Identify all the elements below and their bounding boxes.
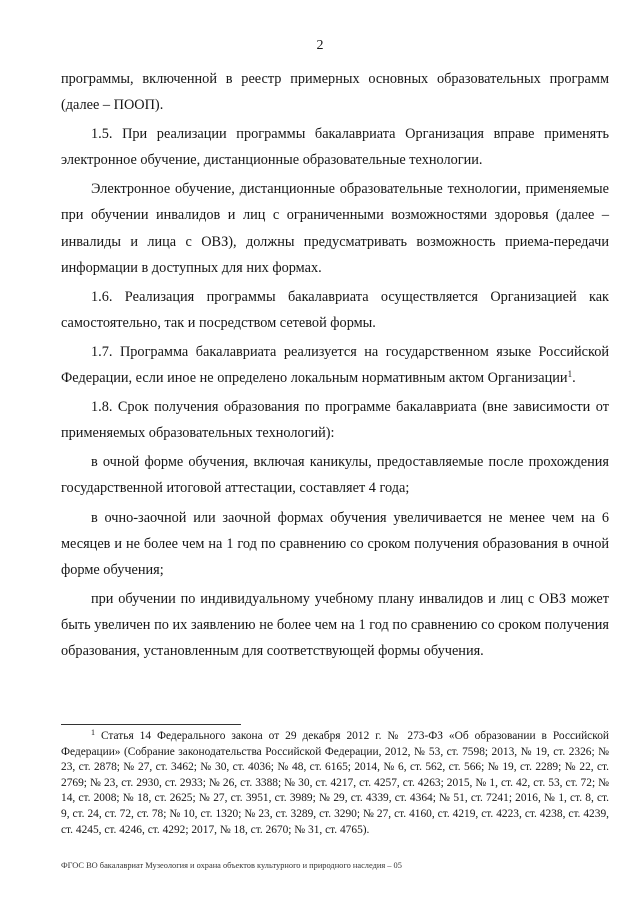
paragraph-1-7	[61, 339, 609, 391]
paragraph-individual-plan: при обучении по индивидуальному учебному плану инвалидов и лиц с ОВЗ может быть увеличен по их заявлению не более чем на 1 год по сравнению со сроком получения образования, установленным для соответствующей формы обучения.	[61, 590, 609, 659]
paragraph-1-7-text: 1.7. Программа бакалавриата реализуется на государственном языке Российской Федерации, если иное не определено локальным нормативным актом Организации	[61, 343, 609, 387]
footnote-mark: 1	[91, 728, 95, 737]
paragraph-1-7-end: .	[572, 370, 576, 387]
footnote-divider	[61, 724, 241, 725]
footnote	[61, 729, 609, 838]
paragraph-continuation: программы, включенной в реестр примерных основных образовательных программ (далее – ПООП).	[61, 71, 609, 114]
paragraph-e-learning-ovz: Электронное обучение, дистанционные образовательные технологии, применяемые при обучении инвалидов и лиц с ограниченными возможностями здоровья (далее – инвалиды и лица с ОВЗ), должны предусматривать возможность приема-передачи информации в доступных для них формах.	[61, 181, 609, 276]
paragraph-full-time: в очной форме обучения, включая каникулы, предоставляемые после прохождения государственной итоговой аттестации, составляет 4 года;	[61, 454, 609, 497]
footnote-body: Статья 14 Федерального закона от 29 декабря 2012 г. № 273-ФЗ «Об образовании в Российской Федерации» (Собрание законодательства Российской Федерации, 2012, № 53, ст. 7598; 2013, № 19, ст. 2326; № 23, ст. 2878; № 27, ст. 3462; № 30, ст. 4036; № 48, ст. 6165; 2014, № 6, ст. 562, ст. 566; № 19, ст. 2289; № 22, ст. 2769; № 23, ст. 2930, ст. 2933; № 26, ст. 3388; № 30, ст. 4217, ст. 4257, ст. 4263; 2015, № 1, ст. 42, ст. 53, ст. 72; № 14, ст. 2008; № 18, ст. 2625; № 27, ст. 3951, ст. 3989; № 29, ст. 4339, ст. 4364; № 51, ст. 7241; 2016, № 1, ст. 8, ст. 9, ст. 24, ст. 72, ст. 78; № 10, ст. 1320; № 23, ст. 3289, ст. 3290; № 27, ст. 4160, ст. 4219, ст. 4223, ст. 4238, ст. 4239, ст. 4245, ст. 4246, ст. 4292; 2017, № 18, ст. 2670; № 31, ст. 4765).	[61, 730, 609, 836]
page-footer: ФГОС ВО бакалавриат Музеология и охрана объектов культурного и природного наследия – 05	[61, 861, 402, 870]
footnote-reference[interactable]: 1	[567, 369, 573, 380]
footnote-text	[61, 729, 609, 838]
page-number: 2	[316, 38, 324, 53]
paragraph-1-5: 1.5. При реализации программы бакалавриата Организация вправе применять электронное обучение, дистанционные образовательные технологии.	[61, 126, 609, 169]
body-text	[61, 66, 609, 664]
paragraph-1-8: 1.8. Срок получения образования по программе бакалавриата (вне зависимости от применяемых образовательных технологий):	[61, 399, 609, 442]
paragraph-part-time: в очно-заочной или заочной формах обучения увеличивается не менее чем на 6 месяцев и не более чем на 1 год по сравнению со сроком получения образования в очной форме обучения;	[61, 509, 609, 578]
paragraph-1-6: 1.6. Реализация программы бакалавриата осуществляется Организацией как самостоятельно, так и посредством сетевой формы.	[61, 288, 609, 331]
